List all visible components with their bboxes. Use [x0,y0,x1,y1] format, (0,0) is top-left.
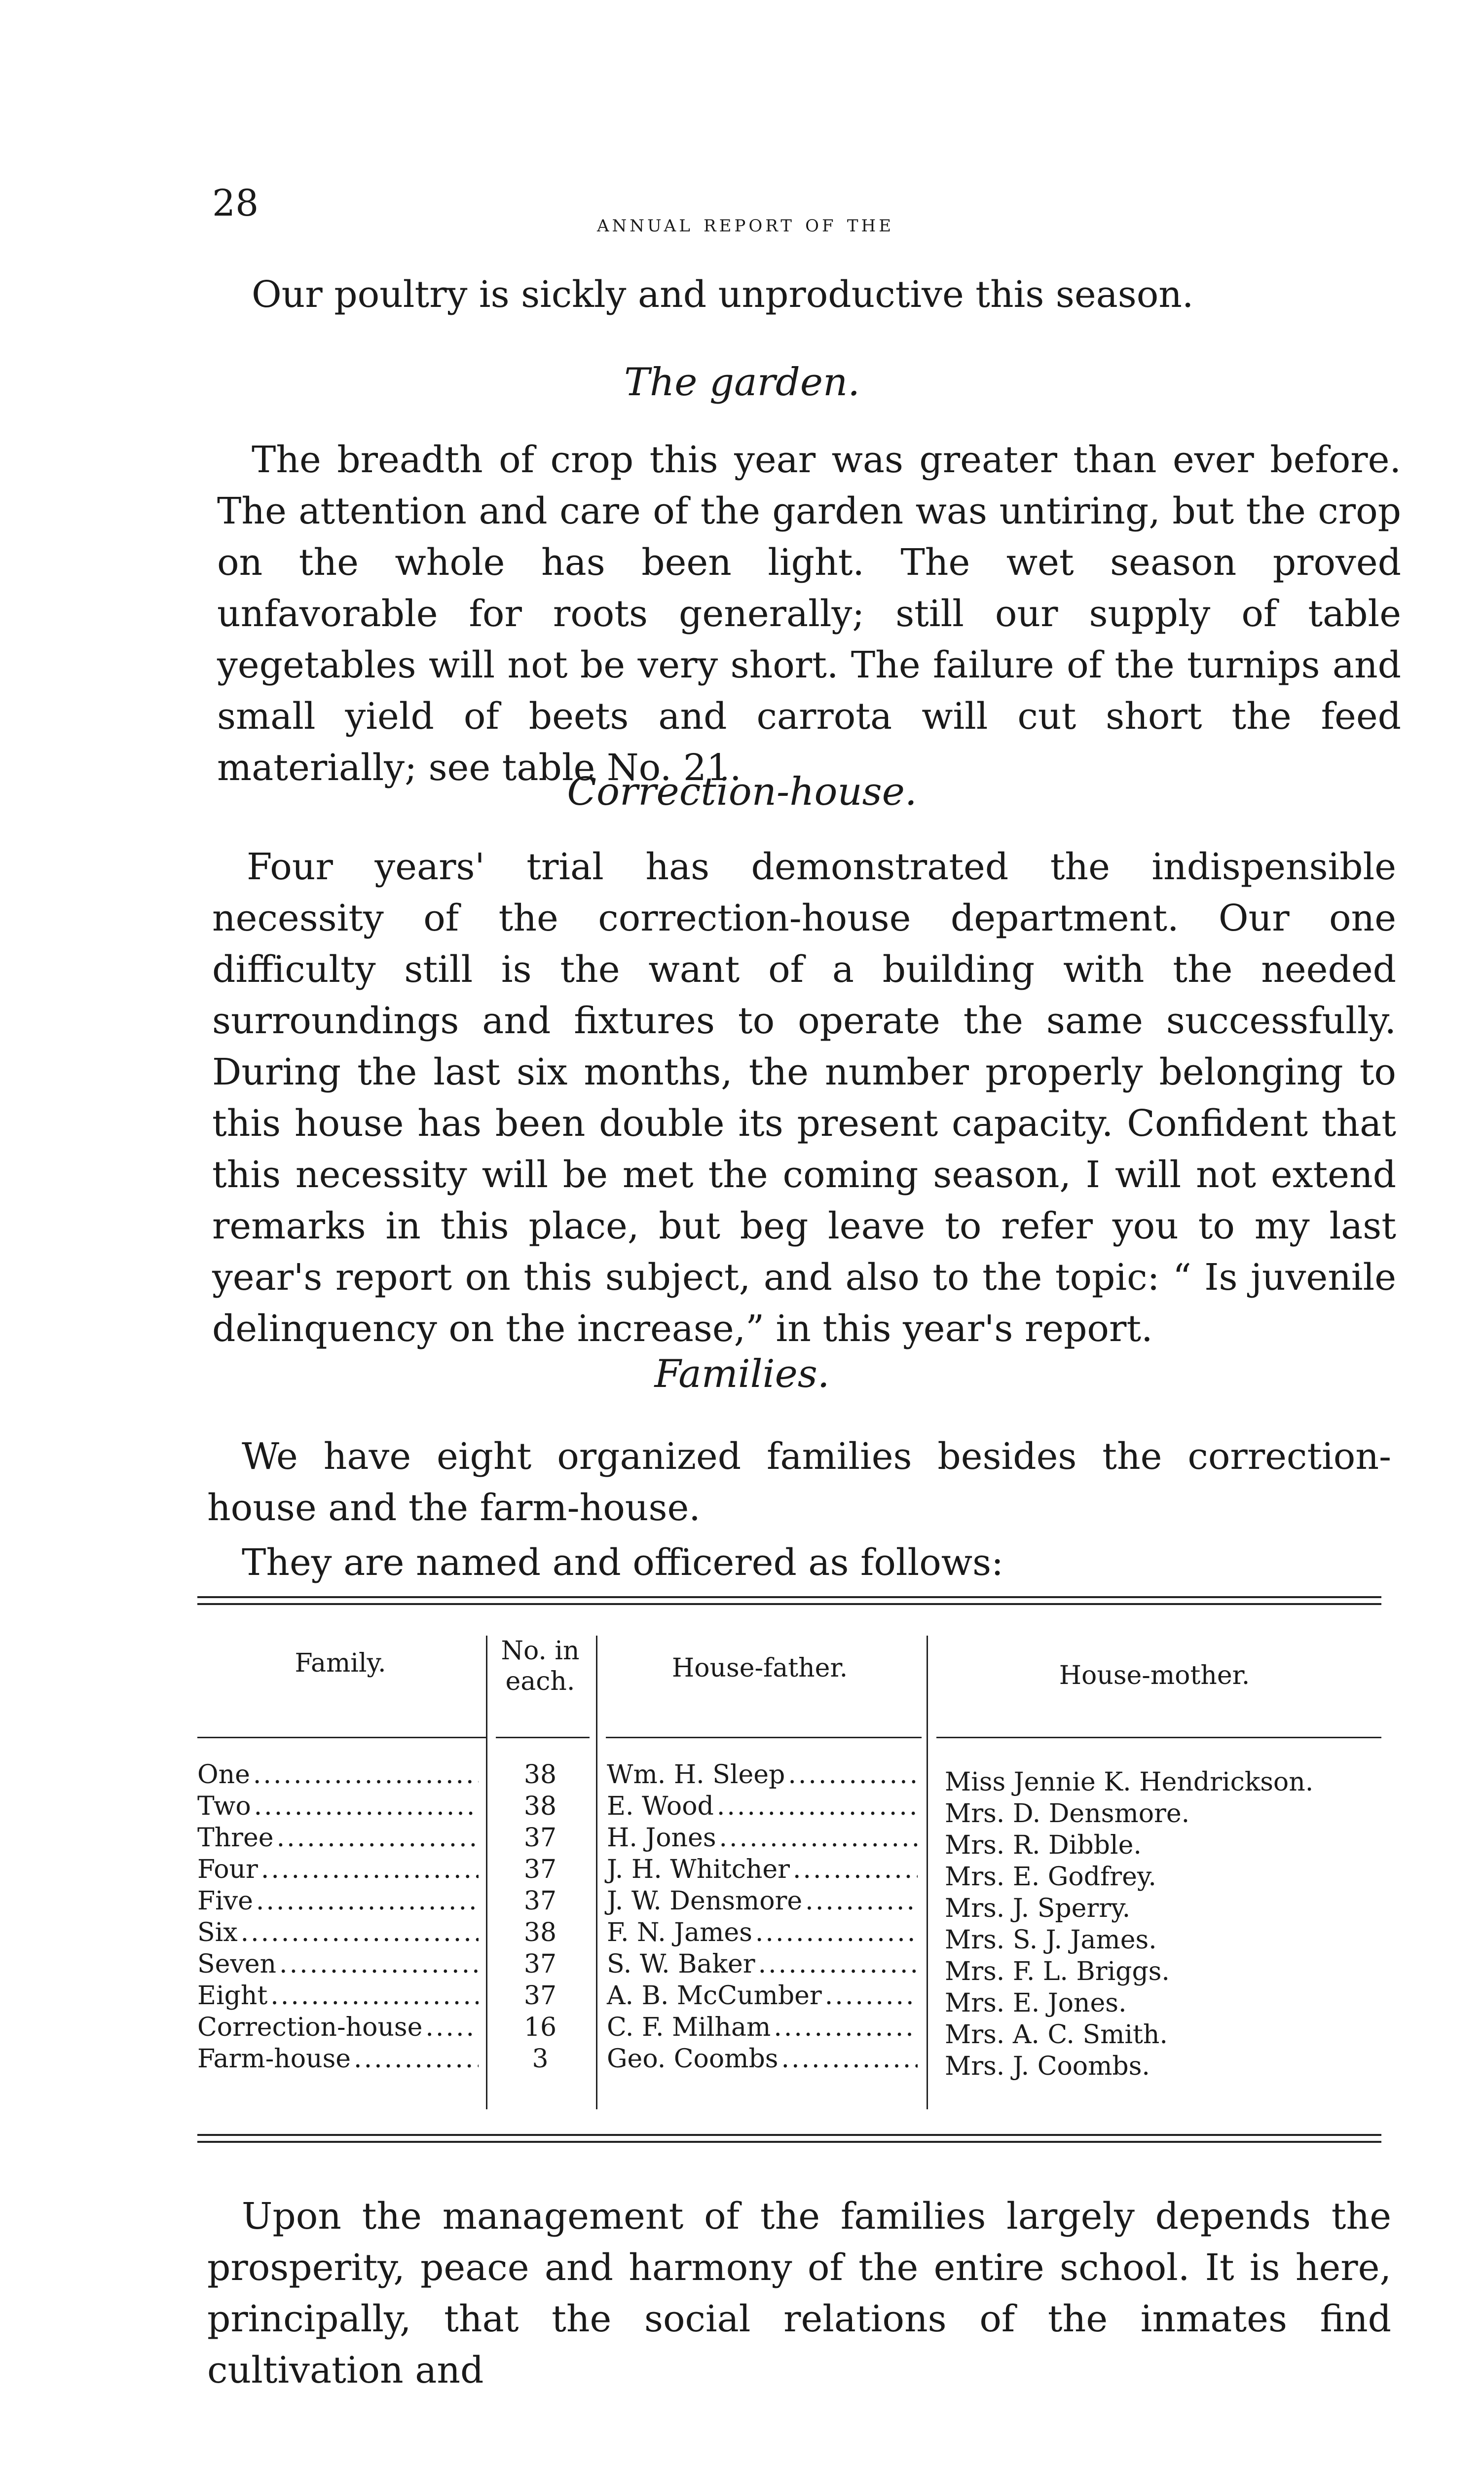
table-cell-mother: Mrs. E. Godfrey. [945,1862,1156,1892]
families-heading: Families. [654,1352,830,1396]
table-cell-mother: Mrs. R. Dibble. [945,1831,1142,1860]
leader-dots [425,2012,479,2043]
table-cell-father [607,1917,918,1948]
leader-dots [253,1759,479,1791]
families-intro-line: They are named and officered as follows: [242,1541,1004,1584]
family-column [197,1759,479,2075]
family-name: Five [197,1886,253,1916]
header-count [488,1636,592,1697]
table-cell-count: 37 [523,1823,557,1853]
header-house-father: House-father. [671,1653,848,1683]
leader-dots [354,2043,479,2075]
column-divider [596,1636,597,2109]
leader-dots [277,1822,479,1854]
table-cell-family [197,1791,479,1822]
table-cell-mother: Mrs. E. Jones. [945,1988,1127,2018]
header-underline [606,1737,922,1738]
header-count-line1: No. in [501,1636,580,1666]
family-name: Three [197,1823,274,1853]
leader-dots [788,1759,918,1791]
column-divider [486,1636,487,2109]
table-cell-count: 16 [523,2013,557,2042]
table-cell-mother: Mrs. J. Coombs. [945,2052,1150,2081]
leader-dots [774,2012,918,2043]
header-count-line2: each. [505,1667,575,1696]
table-cell-family [197,1854,479,1885]
father-name: E. Wood [607,1792,714,1821]
table-cell-father [607,2012,918,2043]
table-cell-father [607,1980,918,2012]
table-cell-family [197,1948,479,1980]
table-cell-count: 38 [523,1760,557,1790]
correction-house-paragraph: Four years' trial has demonstrated the indispensible necessity of the correction-house department. Our one difficulty still is the want of a building with the needed surroundings and fixtures to operate the same successfully. During the last six months, the number properly belonging to this house has been double its present capacity. Confident that this necessity will be met the coming season, I will not extend remarks in this place, but beg leave to refer you to my last year's report on this subject, and also to the topic: “ Is juvenile delinquency on the increase,” in this year's report. [212,846,1396,1350]
leader-dots [825,1980,918,2012]
father-name: H. Jones [607,1823,716,1853]
table-cell-family [197,2043,479,2075]
father-name: Geo. Coombs [607,2044,779,2074]
family-name: Four [197,1855,258,1884]
table-cell-father [607,1885,918,1917]
father-name: J. W. Densmore [607,1886,803,1916]
table-cell-father [607,2043,918,2075]
table-cell-count: 37 [523,1855,557,1884]
father-name: S. W. Baker [607,1949,755,1979]
correction-house-heading: Correction-house. [567,770,917,814]
header-house-mother: House-mother. [1059,1661,1250,1690]
header-underline [197,1737,486,1738]
house-mother-column [945,1766,1379,2082]
page-number: 28 [212,182,259,224]
table-cell-family [197,1980,479,2012]
table-cell-family [197,1822,479,1854]
column-divider [927,1636,928,2109]
father-name: C. F. Milham [607,2013,771,2042]
table-cell-father [607,1791,918,1822]
table-cell-family [197,1885,479,1917]
family-name: Seven [197,1949,277,1979]
leader-dots [717,1791,918,1822]
family-name: Two [197,1792,251,1821]
leader-dots [719,1822,918,1854]
table-cell-mother: Mrs. J. Sperry. [945,1894,1131,1923]
father-name: A. B. McCumber [607,1981,822,2011]
families-table [197,1596,1381,2164]
leader-dots [270,1980,479,2012]
family-name: Eight [197,1981,268,2011]
table-cell-count: 38 [523,1792,557,1821]
family-name: Farm-house [197,2044,351,2074]
table-cell-family [197,2012,479,2043]
garden-heading: The garden. [624,360,860,405]
poultry-paragraph: Our poultry is sickly and unproductive this season. [252,273,1194,316]
table-cell-count: 3 [532,2044,549,2074]
table-cell-father [607,1759,918,1791]
leader-dots [793,1854,918,1885]
header-underline [936,1737,1381,1738]
header-underline [496,1737,590,1738]
leader-dots [279,1948,479,1980]
table-cell-mother: Mrs. D. Densmore. [945,1799,1190,1829]
table-cell-count: 37 [523,1949,557,1979]
header-family: Family. [295,1648,386,1678]
table-cell-family [197,1917,479,1948]
table-cell-mother: Miss Jennie K. Hendrickson. [945,1767,1314,1797]
father-name: F. N. James [607,1918,752,1947]
leader-dots [261,1854,479,1885]
table-cell-family [197,1759,479,1791]
garden-paragraph: The breadth of crop this year was greater than ever before. The attention and care of the garden was untiring, but the crop on the whole has been light. The wet season proved unfavorable for roots generally; still our supply of table yegetables will not be very short. The failure of the turnips and small yield of beets and carrota will cut short the feed materially; see table No. 21. [217,439,1401,789]
father-name: Wm. H. Sleep [607,1760,785,1790]
leader-dots [241,1917,479,1948]
leader-dots [781,2043,918,2075]
table-cell-count: 37 [523,1981,557,2011]
table-cell-father [607,1948,918,1980]
leader-dots [755,1917,918,1948]
table-cell-father [607,1854,918,1885]
table-cell-count: 37 [523,1886,557,1916]
table-bottom-rule [197,2134,1381,2143]
family-name: One [197,1760,250,1790]
closing-paragraph: Upon the management of the families largely depends the prosperity, peace and harmony of the entire school. It is here, principally, that the social relations of the inmates find cultivation and [207,2195,1391,2392]
table-cell-count: 38 [523,1918,557,1947]
count-column [488,1759,592,2075]
father-name: J. H. Whitcher [607,1855,790,1884]
family-name: Six [197,1918,238,1947]
leader-dots [758,1948,918,1980]
leader-dots [805,1885,918,1917]
family-name: Correction-house [197,2013,423,2042]
table-cell-mother: Mrs. F. L. Briggs. [945,1957,1170,1986]
leader-dots [256,1885,479,1917]
table-cell-mother: Mrs. A. C. Smith. [945,2020,1168,2050]
table-top-rule [197,1596,1381,1605]
house-father-column [607,1759,918,2075]
running-head: annual report of the [597,210,894,237]
table-cell-mother: Mrs. S. J. James. [945,1925,1157,1955]
leader-dots [254,1791,479,1822]
table-cell-father [607,1822,918,1854]
families-paragraph: We have eight organized families besides the correction-house and the farm-house. [207,1435,1391,1529]
